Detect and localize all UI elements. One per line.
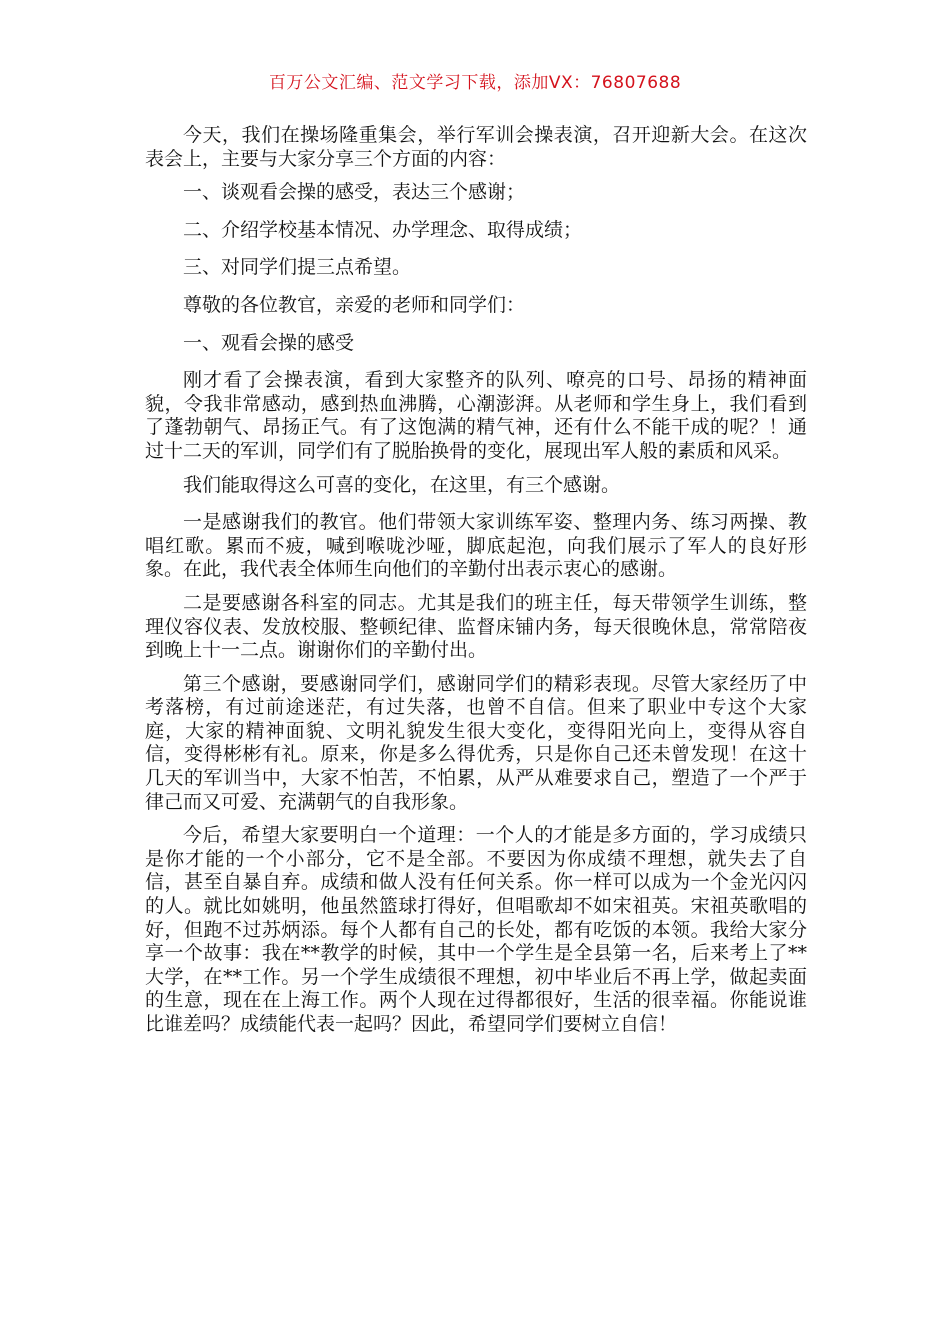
paragraph-impression: 刚才看了会操表演，看到大家整齐的队列、嘹亮的口号、昂扬的精神面貌，令我非常感动，感到热血沸腾，心潮澎湃。从老师和学生身上，我们看到了蓬勃朝气、昂扬正气。有了这饱满的精气神，还有什么不能干成的呢？！通过十二天的军训，同学们有了脱胎换骨的变化，展现出军人般的素质和风采。 bbox=[145, 369, 807, 462]
paragraph-salutation: 尊敬的各位教官，亲爱的老师和同学们： bbox=[183, 293, 526, 316]
paragraph-thanks-students: 第三个感谢，要感谢同学们，感谢同学们的精彩表现。尽管大家经历了中考落榜，有过前途迷茫，有过失落，也曾不自信。但来了职业中专这个大家庭，大家的精神面貌、文明礼貌发生很大变化，变得阳光向上，变得从容自信，变得彬彬有礼。原来，你是多么得优秀，只是你自己还未曾发现！在这十几天的军训当中，大家不怕苦，不怕累，从严从难要求自己，塑造了一个严于律己而又可爱、充满朝气的自我形象。 bbox=[145, 672, 807, 813]
document-body bbox=[145, 124, 807, 1047]
paragraph-hope: 今后，希望大家要明白一个道理：一个人的才能是多方面的，学习成绩只是你才能的一个小部分，它不是全部。不要因为你成绩不理想，就失去了自信，甚至自暴自弃。成绩和做人没有任何关系。你一样可以成为一个金光闪闪的人。就比如姚明，他虽然篮球打得好，但唱歌却不如宋祖英。宋祖英歌唱的好，但跑不过苏炳添。每个人都有自己的长处，都有吃饭的本领。我给大家分享一个故事：我在**教学的时候，其中一个学生是全县第一名，后来考上了**大学，在**工作。另一个学生成绩很不理想，初中毕业后不再上学，做起卖面的生意，现在在上海工作。两个人现在过得都很好，生活的很幸福。你能说谁比谁差吗？成绩能代表一起吗？因此，希望同学们要树立自信！ bbox=[145, 824, 807, 1035]
section-heading: 一、观看会操的感受 bbox=[183, 331, 355, 354]
paragraph-thanks-staff: 二是要感谢各科室的同志。尤其是我们的班主任，每天带领学生训练，整理仪容仪表、发放校服、整顿纪律、监督床铺内务，每天很晚休息，常常陪夜到晚上十一二点。谢谢你们的辛勤付出。 bbox=[145, 591, 807, 662]
watermark-header: 百万公文汇编、范文学习下载，添加VX：76807688 bbox=[268, 73, 682, 93]
paragraph-intro: 今天，我们在操场隆重集会，举行军训会操表演，召开迎新大会。在这次表会上，主要与大家分享三个方面的内容： bbox=[145, 124, 807, 170]
paragraph-thanks-instructors: 一是感谢我们的教官。他们带领大家训练军姿、整理内务、练习两操、教唱红歌。累而不疲，喊到喉咙沙哑，脚底起泡，向我们展示了军人的良好形象。在此，我代表全体师生向他们的辛勤付出表示衷心的感谢。 bbox=[145, 511, 807, 581]
paragraph-item-2: 二、介绍学校基本情况、办学理念、取得成绩； bbox=[183, 218, 583, 241]
paragraph-item-1: 一、谈观看会操的感受，表达三个感谢； bbox=[183, 181, 526, 204]
paragraph-three-thanks: 我们能取得这么可喜的变化，在这里，有三个感谢。 bbox=[183, 473, 621, 496]
paragraph-item-3: 三、对同学们提三点希望。 bbox=[183, 256, 412, 279]
